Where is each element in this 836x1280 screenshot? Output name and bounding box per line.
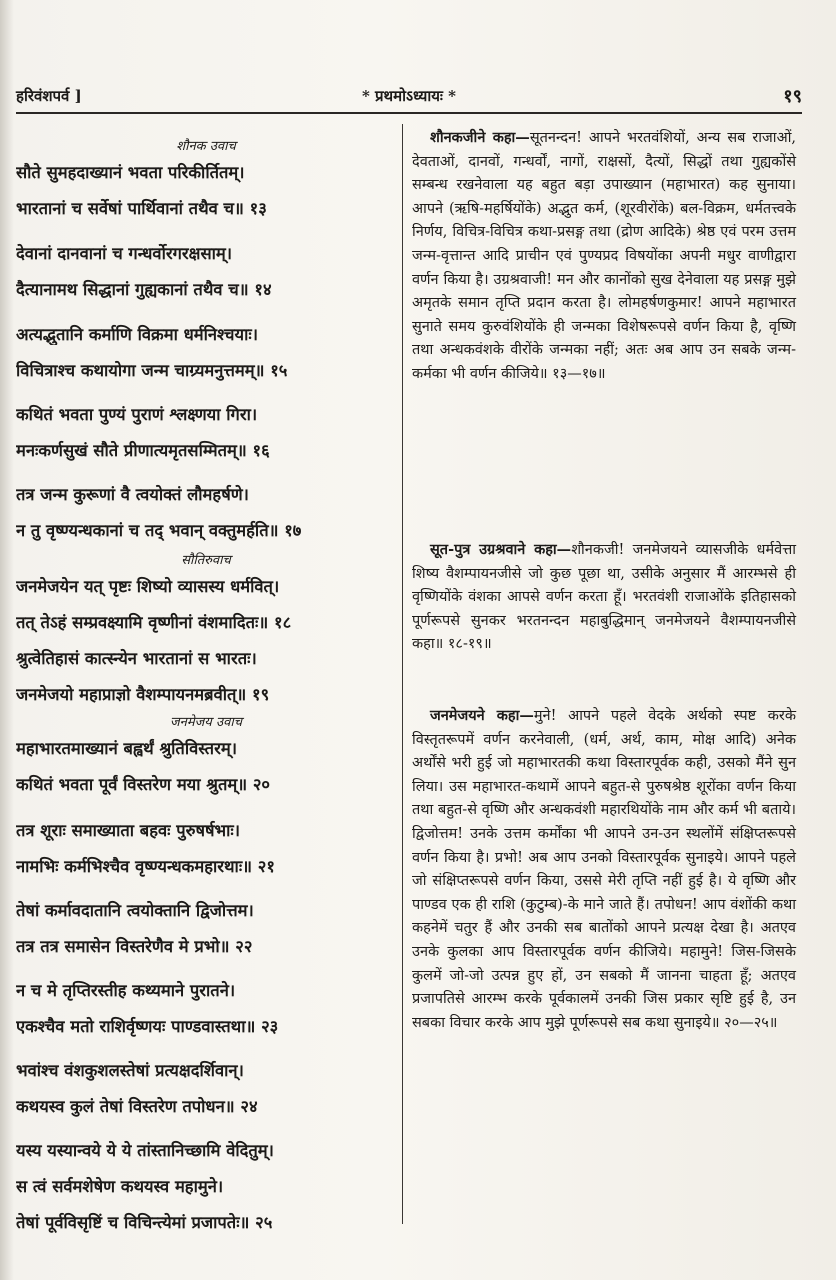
verse-line: न तु वृष्ण्यन्धकानां च तद् भवान् वक्तुमर्हति॥ १७: [16, 521, 302, 540]
verse-line: तेषां कर्मावदातानि त्वयोक्तानि द्विजोत्तम।: [16, 901, 254, 920]
verse-line: मनःकर्णसुखं सौते प्रीणात्यमृतसम्मितम्॥ १६: [16, 441, 270, 460]
translation-paragraph: [412, 538, 796, 657]
verse-line: जनमेजयो महाप्राज्ञो वैशम्पायनमब्रवीत्॥ १९: [16, 685, 270, 704]
header-rule: [16, 112, 802, 114]
verse-line: भारतानां च सर्वेषां पार्थिवानां तथैव च॥ १३: [16, 199, 267, 218]
verse-line: स त्वं सर्वमशेषेण कथयस्व महामुने।: [16, 1177, 224, 1196]
header-chapter-title: * प्रथमोऽध्यायः *: [361, 87, 457, 105]
column-divider: [402, 124, 403, 1224]
header-book-title: हरिवंशपर्व ]: [16, 87, 82, 105]
page-header: [16, 78, 802, 114]
paragraph-speaker: शौनकजीने कहा—: [430, 129, 530, 146]
spine-shadow: [0, 0, 14, 1280]
verse-line: एकश्चैव मतो राशिर्वृष्णयः पाण्डवास्तथा॥ २३: [16, 1017, 279, 1036]
verse-line: देवानां दानवानां च गन्धर्वोरगरक्षसाम्।: [16, 244, 233, 263]
verse-line: सौते सुमहदाख्यानं भवता परिकीर्तितम्।: [16, 163, 245, 182]
translation-paragraph: [412, 704, 796, 1035]
header-page-number: १९: [783, 86, 802, 107]
verse-line: कथयस्व कुलं तेषां विस्तरेण तपोधन॥ २४: [16, 1097, 258, 1116]
verse-line: कथितं भवता पुण्यं पुराणं श्लक्ष्णया गिरा।: [16, 405, 258, 424]
translation-paragraph: [412, 126, 796, 387]
verse-line: तत्र तत्र समासेन विस्तरेणैव मे प्रभो॥ २२: [16, 937, 253, 956]
verse-line: भवांश्च वंशकुशलस्तेषां प्रत्यक्षदर्शिवान्।: [16, 1061, 244, 1080]
speaker-heading: शौनक उवाच: [176, 139, 236, 154]
verse-line: महाभारतमाख्यानं बह्वर्थं श्रुतिविस्तरम्।: [16, 739, 237, 758]
paragraph-text: शौनकजी! जनमेजयने व्यासजीके धर्मवेत्ता शिष्य वैशम्पायनजीसे जो कुछ पूछा था, उसीके अनुसार मैं आरम्भसे ही वृष्णियोंके वंशका आपसे वर्णन करता हूँ। भरतवंशी राजाओंके इतिहासको पूर्णरूपसे सुनकर भरतनन्दन महाबुद्धिमान् जनमेजयने वैशम्पायनजीसे कहा॥ १८-१९॥: [412, 542, 796, 653]
verse-line: अत्यद्भुतानि कर्माणि विक्रमा धर्मनिश्चयाः।: [16, 325, 258, 344]
paragraph-text: मुने! आपने पहले वेदके अर्थको स्पष्ट करके विस्तृतरूपमें वर्णन करनेवाली, (धर्म, अर्थ, काम, मोक्ष आदि) अनेक अर्थोंसे भरी हुई जो महाभारतकी कथा विस्तारपूर्वक कही, उसको मैंने सुन लिया। उस महाभारत-कथामें आपने बहुत-से पुरुषश्रेष्ठ शूरोंका वर्णन किया तथा बहुत-से वृष्णि और अन्धकवंशी महारथियोंके नाम और कर्म भी बताये। द्विजोत्तम! उनके उत्तम कर्मोंका भी आपने उन-उन स्थलोंमें संक्षिप्तरूपसे वर्णन किया है। प्रभो! अब आप उनको विस्तारपूर्वक सुनाइये। आपने पहले जो संक्षिप्तरूपसे वर्णन किया, उससे मेरी तृप्ति नहीं हुई है। ये वृष्णि और पाण्डव एक ही राशि (कुटुम्ब)-के माने जाते हैं। तपोधन! आप वंशोंकी कथा कहनेमें चतुर हैं और उनकी सब बातोंको आपने प्रत्यक्ष देखा है। अतएव उनके कुलका आप विस्तारपूर्वक वर्णन कीजिये। महामुने! जिस-जिसके कुलमें जो-जो उत्पन्न हुए हों, उन सबको मैं जानना चाहता हूँ; अतएव प्रजापतिसे आरम्भ करके पूर्वकालमें उनकी जिस प्रकार सृष्टि हुई है, उन सबका विचार करके आप मुझे पूर्णरूपसे सब कथा सुनाइये॥ २०—२५॥: [412, 708, 796, 1031]
verse-line: नामभिः कर्मभिश्चैव वृष्ण्यन्धकमहारथाः॥ २१: [16, 857, 275, 876]
paragraph-speaker: जनमेजयने कहा—: [430, 707, 534, 724]
paragraph-text: सूतनन्दन! आपने भरतवंशियों, अन्य सब राजाओं, देवताओं, दानवों, गन्धर्वों, नागों, राक्षसों, दैत्यों, सिद्धों तथा गुह्यकोंसे सम्बन्ध रखनेवाला यह बहुत बड़ा उपाख्यान (महाभारत) कह सुनाया। आपने (ऋषि-महर्षियोंके) अद्भुत कर्म, (शूरवीरोंके) बल-विक्रम, धर्मतत्त्वके निर्णय, विचित्र-विचित्र कथा-प्रसङ्ग तथा (द्रोण आदिके) श्रेष्ठ एवं परम उत्तम जन्म-वृत्तान्त आदि प्राचीन एवं पुण्यप्रद विषयोंका अपनी मधुर वाणीद्वारा वर्णन किया है। उग्रश्रवाजी! मन और कानोंको सुख देनेवाला यह प्रसङ्ग मुझे अमृतके समान तृप्ति प्रदान करता है। लोमहर्षणकुमार! आपने महाभारत सुनाते समय कुरुवंशियोंके ही जन्मका विशेषरूपसे वर्णन किया है, वृष्णि तथा अन्धकवंशके वीरोंके जन्मका नहीं; अतः अब आप उन सबके जन्म-कर्मका भी वर्णन कीजिये॥ १३—१७॥: [412, 130, 796, 382]
verse-line: तत् तेऽहं सम्प्रवक्ष्यामि वृष्णीनां वंशमादितः॥ १८: [16, 613, 292, 632]
verse-line: श्रुत्वेतिहासं कात्स्न्येन भारतानां स भारतः।: [16, 649, 257, 668]
verse-line: जनमेजयेन यत् पृष्टः शिष्यो व्यासस्य धर्मवित्।: [16, 577, 280, 596]
speaker-heading: सौतिरुवाच: [181, 553, 231, 568]
speaker-heading: जनमेजय उवाच: [170, 715, 242, 730]
verse-line: तत्र जन्म कुरूणां वै त्वयोक्तं लौमहर्षणे।: [16, 485, 249, 504]
verse-line: कथितं भवता पूर्वं विस्तरेण मया श्रुतम्॥ २०: [16, 775, 271, 794]
verse-line: न च मे तृप्तिरस्तीह कथ्यमाने पुरातने।: [16, 981, 236, 1000]
verse-line: विचित्राश्च कथायोगा जन्म चाग्र्यमनुत्तमम्॥ १५: [16, 361, 288, 380]
verse-line: यस्य यस्यान्वये ये ये तांस्तानिच्छामि वेदितुम्।: [16, 1141, 274, 1160]
verse-line: दैत्यानामथ सिद्धानां गुह्यकानां तथैव च॥ १४: [16, 280, 272, 299]
paragraph-speaker: सूत-पुत्र उग्रश्रवाने कहा—: [430, 541, 572, 558]
verse-line: तेषां पूर्वविसृष्टिं च विचिन्त्येमां प्रजापतेः॥ २५: [16, 1213, 273, 1232]
verse-line: तत्र शूराः समाख्याता बहवः पुरुषर्षभाः।: [16, 821, 240, 840]
